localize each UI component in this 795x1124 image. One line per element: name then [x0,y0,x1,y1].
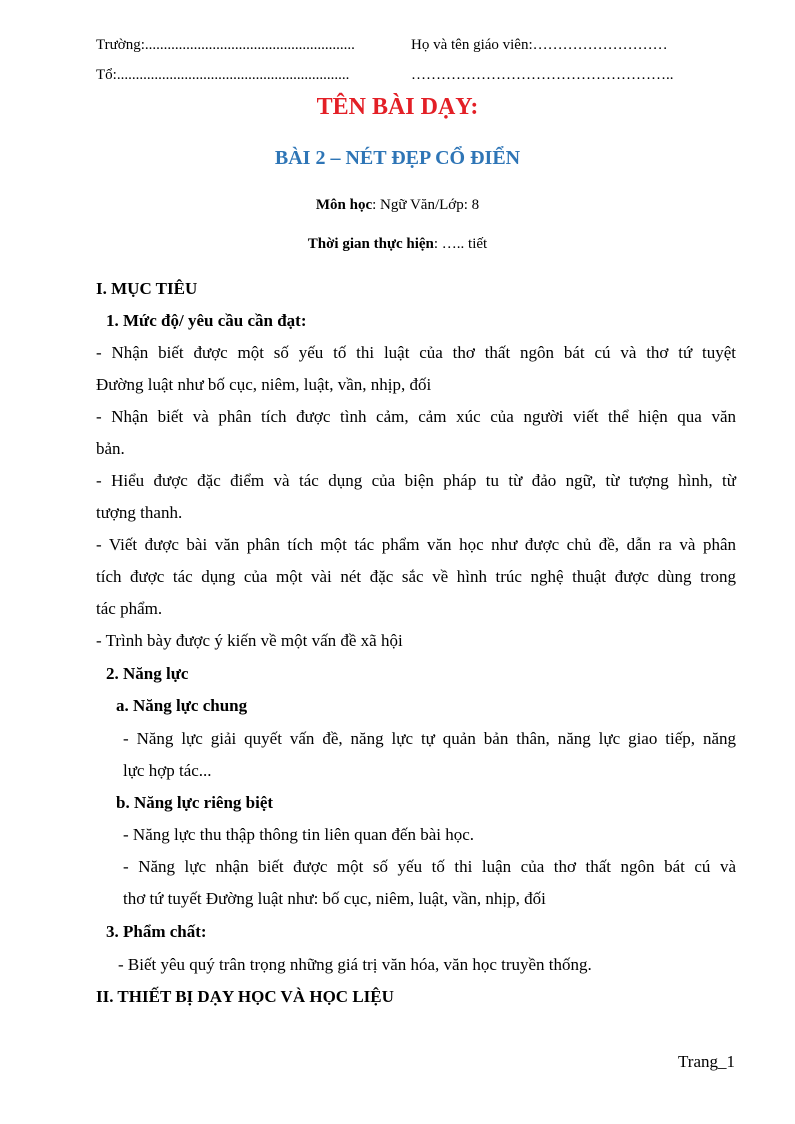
section-2-heading: II. THIẾT BỊ DẠY HỌC VÀ HỌC LIỆU [96,987,394,1006]
subject-value: : Ngữ Văn/Lớp: 8 [372,197,480,213]
header-row-2 [96,67,674,84]
subject-line [0,197,795,214]
header-row-1 [96,37,668,54]
paragraph-2-line-2: bản. [96,439,125,458]
lesson-title: TÊN BÀI DẠY: [316,94,479,120]
subsection-2-heading: 2. Năng lực [106,664,189,683]
teacher-name-field-line2: …………………………………………….. [411,67,674,83]
paragraph-3-line-1: - Hiểu được đặc điểm và tác dụng của biện pháp tu từ đảo ngữ, từ tượng hình, từ [96,471,736,490]
paragraph-8-line-2: thơ tứ tuyết Đường luật như: bố cục, niêm, luật, vần, nhịp, đối [123,889,546,908]
lesson-subtitle: BÀI 2 – NÉT ĐẸP CỔ ĐIỂN [274,147,521,169]
subsection-2b-heading: b. Năng lực riêng biệt [116,793,274,812]
group-field: Tổ:.............................................................. [96,67,350,83]
duration-line [0,236,795,253]
subject-label: Môn học [315,197,373,213]
paragraph-4-line-2: tích được tác dụng của một vài nét đặc sắc về hình trúc nghệ thuật được dùng trong [96,567,736,586]
page-number: Trang_1 [678,1052,735,1071]
subsection-1-heading: 1. Mức độ/ yêu cầu cần đạt: [106,311,307,330]
paragraph-3-line-2: tượng thanh. [96,503,183,522]
duration-value: : ….. tiết [433,236,488,252]
paragraph-4-line-3: tác phẩm. [96,599,163,618]
subsection-2a-heading: a. Năng lực chung [116,696,248,715]
paragraph-6-line-2: lực hợp tác... [123,761,212,780]
paragraph-8-line-1: - Năng lực nhận biết được một số yếu tố thi luận của thơ thất ngôn bát cú và [123,857,736,876]
paragraph-6-line-1: - Năng lực giải quyết vấn đề, năng lực tự quản bản thân, năng lực giao tiếp, năng [123,729,736,748]
paragraph-1-line-2: Đường luật như bố cục, niêm, luật, vần, nhịp, đối [96,375,432,394]
section-1-heading: I. MỤC TIÊU [96,279,198,298]
paragraph-2-line-1: - Nhận biết và phân tích được tình cảm, cảm xúc của người viết thể hiện qua văn [96,407,736,426]
paragraph-5: - Trình bày được ý kiến về một vấn đề xã hội [96,631,403,650]
subsection-3-heading: 3. Phẩm chất: [106,922,207,941]
paragraph-1-line-1: - Nhận biết được một số yếu tố thi luật của thơ thất ngôn bát cú và thơ tứ tuyệt [96,343,736,362]
paragraph-7: - Năng lực thu thập thông tin liên quan đến bài học. [123,825,475,844]
teacher-name-field: Họ và tên giáo viên:……………………… [411,37,668,53]
duration-label: Thời gian thực hiện [307,236,434,252]
school-field: Trường:........................................................ [96,37,355,53]
paragraph-9: - Biết yêu quý trân trọng những giá trị văn hóa, văn học truyền thống. [118,955,592,974]
paragraph-4-line-1: - Viết được bài văn phân tích một tác phẩm văn học như được chủ đề, dẫn ra và phân [96,535,736,554]
